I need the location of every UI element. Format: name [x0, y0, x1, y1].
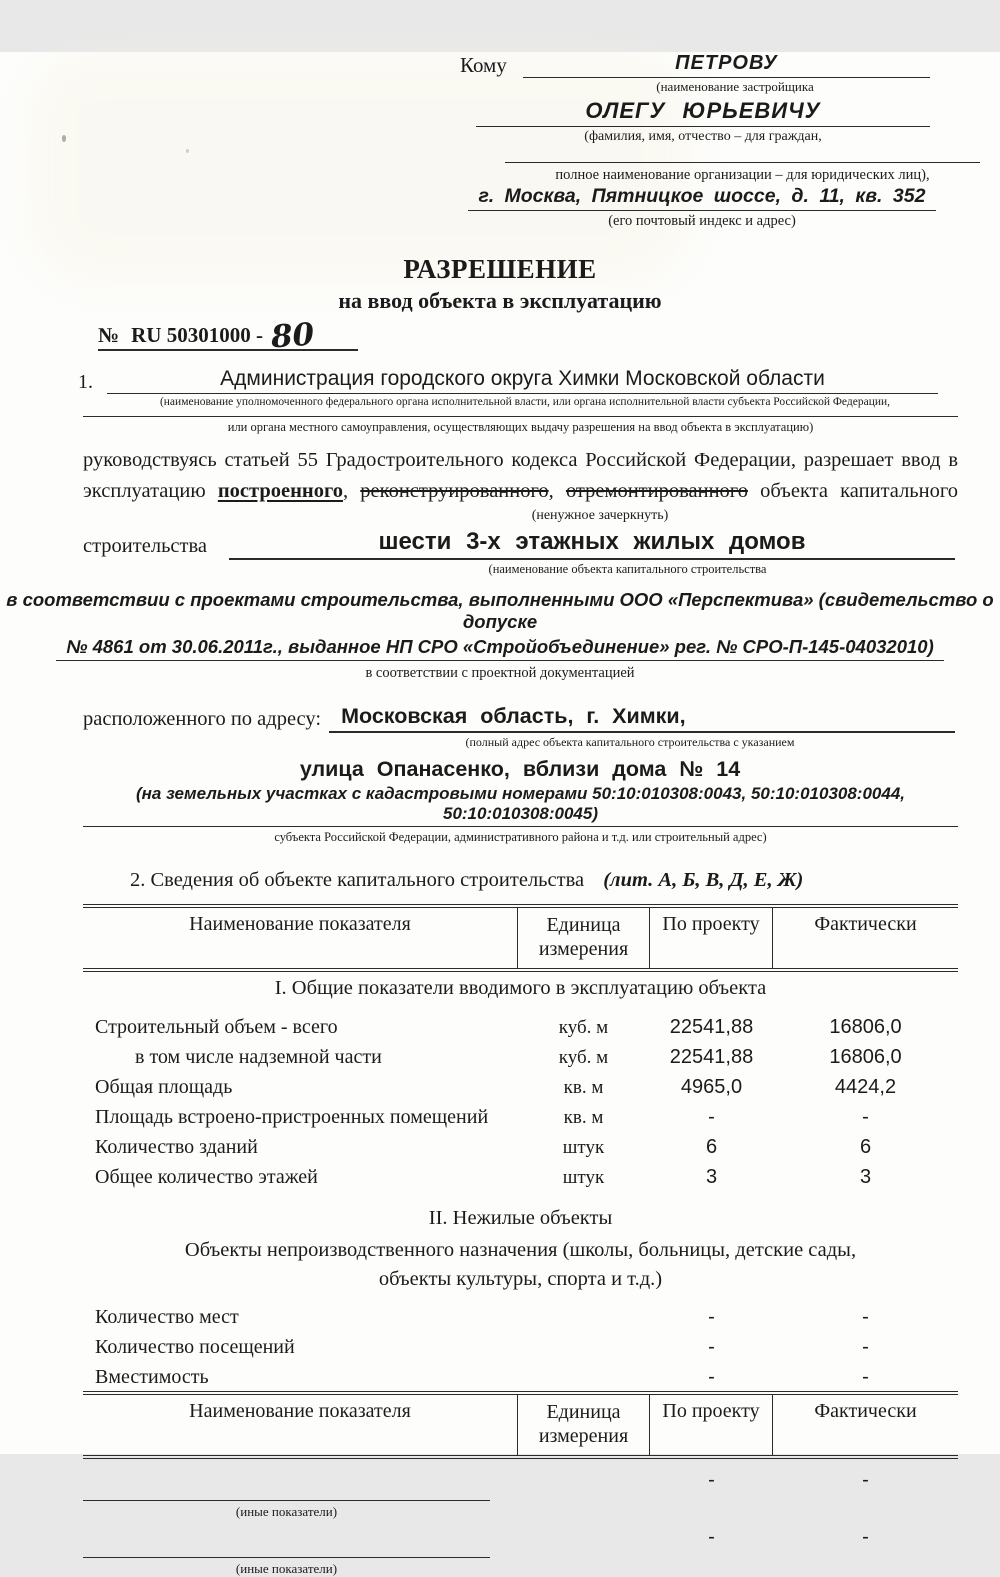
column-header-actual: Фактически: [814, 913, 917, 935]
part1-title: I. Общие показатели вводимого в эксплуатацию объекта: [274, 977, 767, 999]
project-line-2: № 4861 от 30.06.2011г., выданное НП СРО «Стройобъединение» рег. № СРО-П-145-04032010): [56, 636, 943, 661]
construction-object-row: [83, 528, 955, 560]
authority-name-field: Администрация городского округа Химки Московской области: [107, 367, 938, 394]
item1-index: 1.: [78, 371, 93, 393]
row-project: 3: [705, 1166, 718, 1188]
row-project: -: [708, 1526, 715, 1548]
table-row: [83, 1106, 958, 1129]
addressee-block: [460, 52, 988, 230]
row-project: 22541,88: [669, 1046, 754, 1068]
location-label: расположенного по адресу:: [83, 708, 322, 730]
word-repaired-struck: отремонтированного: [565, 480, 748, 502]
permit-number-field: [98, 316, 358, 356]
part2-subtitle-line1: Объекты непроизводственного назначения (школы, больницы, детские сады,: [184, 1239, 857, 1261]
caption-authority-1: (наименование уполномоченного федерального органа исполнительной власти, или органа исполнительной власти субъекта Российской Федерации,: [159, 396, 891, 408]
row-project: -: [708, 1306, 715, 1328]
paragraph-line2-post: объекта капитального: [760, 480, 959, 502]
blank-line: [83, 1500, 490, 1501]
permission-paragraph: [83, 445, 958, 507]
handwritten-number: 80: [269, 316, 316, 356]
indicators-table: [83, 904, 958, 1577]
separator: ,: [548, 480, 554, 502]
addressee-surname-field: ПЕТРОВУ: [523, 52, 930, 78]
paragraph-line-1: руководствуясь статьей 55 Градостроительного кодекса Российской Федерации, разрешает ввод в: [83, 449, 958, 471]
row-name: Количество мест: [95, 1306, 239, 1328]
unit-line-2: измерения: [538, 1425, 629, 1447]
table-row: [83, 1166, 958, 1189]
row-unit: штук: [562, 1167, 605, 1188]
caption-authority-2: или органа местного самоуправления, осуществляющих выдачу разрешения на ввод объекта в эксплуатацию): [227, 420, 814, 434]
row-unit: куб. м: [558, 1047, 609, 1068]
location-street-field: улица Опанасенко, вблизи дома № 14: [299, 757, 741, 781]
unit-line-2: измерения: [538, 938, 629, 960]
row-actual: 4424,2: [834, 1076, 897, 1098]
row-project: 4965,0: [680, 1076, 743, 1098]
section2-liters: (лит. А, Б, В, Д, Е, Ж): [603, 869, 804, 891]
table-row: [83, 1136, 958, 1159]
table-header: [83, 1391, 958, 1459]
row-project: -: [708, 1336, 715, 1358]
document-content: [0, 52, 1000, 1577]
row-actual: -: [862, 1306, 869, 1328]
title-main: РАЗРЕШЕНИЕ: [403, 254, 597, 284]
table-row: [83, 1469, 958, 1492]
addressee-name-patronymic-field: ОЛЕГУ ЮРЬЕВИЧУ: [476, 98, 930, 127]
addressee-address-field: г. Москва, Пятницкое шоссе, д. 11, кв. 352: [468, 185, 936, 211]
row-name: Вместимость: [95, 1366, 209, 1388]
table-row: [83, 1366, 958, 1389]
column-header-unit: [517, 1395, 650, 1455]
row-actual: -: [862, 1469, 869, 1491]
blank-line: [83, 416, 958, 417]
row-project: 22541,88: [669, 1016, 754, 1038]
number-sign: №: [98, 323, 120, 347]
location-region-field: Московская область, г. Химки,: [329, 704, 955, 733]
caption-fio: (фамилия, имя, отчество – для граждан,: [584, 129, 822, 144]
column-header-project: По проекту: [650, 908, 773, 968]
column-header-unit: [517, 908, 650, 968]
title-sub: на ввод объекта в эксплуатацию: [338, 288, 662, 313]
caption-org-name: полное наименование организации – для юридических лиц),: [555, 167, 930, 183]
addressee-row: [460, 52, 988, 78]
caption-address-subject: субъекта Российской Федерации, административного района и т.д. или строительный адрес): [274, 830, 767, 844]
paragraph-line-2: [83, 476, 958, 507]
unit-line-1: Единица: [546, 1401, 621, 1423]
permit-document-page: [0, 52, 1000, 1576]
caption-postal-address: (его почтовый индекс и адрес): [608, 213, 796, 229]
row-unit: куб. м: [558, 1017, 609, 1038]
unit-line-1: Единица: [546, 914, 621, 936]
separator: ,: [343, 480, 349, 502]
to-label: Кому: [460, 53, 507, 77]
section2-heading-text: 2. Сведения об объекте капитального строительства: [130, 869, 585, 891]
table-row: [83, 1046, 958, 1069]
table-row: [83, 1016, 958, 1039]
column-header-name: Наименование показателя: [189, 913, 411, 935]
row-unit: штук: [562, 1137, 605, 1158]
blank-line: [83, 1557, 490, 1558]
row-project: -: [708, 1469, 715, 1491]
caption-project-doc: в соответствии с проектной документацией: [365, 665, 635, 681]
row-name: Количество посещений: [95, 1336, 295, 1358]
row-name: в том числе надземной части: [135, 1046, 382, 1068]
caption-full-address: (полный адрес объекта капитального строительства с указанием: [465, 735, 795, 749]
section2-heading: [130, 869, 1000, 892]
row-project: -: [708, 1366, 715, 1388]
row-actual: 16806,0: [829, 1016, 902, 1038]
column-header-name: Наименование показателя: [189, 1400, 411, 1422]
row-name: Строительный объем - всего: [95, 1016, 338, 1038]
part2-title: II. Нежилые объекты: [428, 1207, 613, 1229]
row-name: Количество зданий: [95, 1136, 258, 1158]
project-line-2-wrap: [0, 636, 1000, 661]
object-name-field: шести 3-х этажных жилых домов: [229, 528, 955, 560]
caption-developer-name: (наименование застройщика: [656, 79, 814, 94]
row-actual: 6: [859, 1136, 872, 1158]
project-line-1: в соответствии с проектами строительства, выполненными ООО «Перспектива» (свидетельство о допуске: [6, 589, 994, 632]
row-actual: -: [862, 1336, 869, 1358]
row-actual: -: [862, 1106, 869, 1128]
row-project: 6: [705, 1136, 718, 1158]
row-actual: -: [862, 1526, 869, 1548]
table-row: [83, 1336, 958, 1359]
caption-other-indicators: (иные показатели): [235, 1504, 338, 1519]
row-name: Общее количество этажей: [95, 1166, 318, 1188]
scan-speck: [186, 149, 189, 153]
row-unit: кв. м: [563, 1077, 604, 1098]
part2-subtitle-line2: объекты культуры, спорта и т.д.): [378, 1268, 663, 1290]
row-actual: -: [862, 1366, 869, 1388]
construction-label: строительства: [83, 535, 207, 557]
word-reconstructed-struck: реконструированного: [360, 480, 549, 502]
row-project: -: [708, 1106, 715, 1128]
blank-line: [505, 161, 980, 163]
authority-row: [78, 367, 938, 394]
column-header-actual: Фактически: [814, 1400, 917, 1422]
part2-subtitle: [83, 1236, 958, 1294]
column-header-project: По проекту: [650, 1395, 773, 1455]
permit-number-value: RU 50301000 -: [131, 323, 263, 347]
location-row: [83, 704, 955, 733]
permit-number-row: [98, 316, 1000, 356]
caption-object-name: (наименование объекта капитального строительства: [488, 562, 767, 576]
scan-speck: [62, 135, 66, 142]
table-row: [83, 1076, 958, 1099]
caption-other-indicators: (иные показатели): [235, 1561, 338, 1576]
row-name: Общая площадь: [95, 1076, 233, 1098]
row-unit: кв. м: [563, 1107, 604, 1128]
row-actual: 16806,0: [829, 1046, 902, 1068]
table-row: [83, 1526, 958, 1549]
caption-cross-out: (ненужное зачеркнуть): [531, 508, 669, 523]
row-name: Площадь встроено-пристроенных помещений: [95, 1106, 489, 1128]
table-row: [83, 1306, 958, 1329]
row-actual: 3: [859, 1166, 872, 1188]
word-built-underlined: построенного: [217, 480, 343, 502]
table-header: [83, 904, 958, 972]
paragraph-line2-pre: эксплуатацию: [83, 480, 206, 502]
document-title: [0, 254, 1000, 314]
cadastre-line: (на земельных участках с кадастровыми номерами 50:10:010308:0043, 50:10:010308:0044, 50:10:010308:0045): [83, 784, 958, 827]
